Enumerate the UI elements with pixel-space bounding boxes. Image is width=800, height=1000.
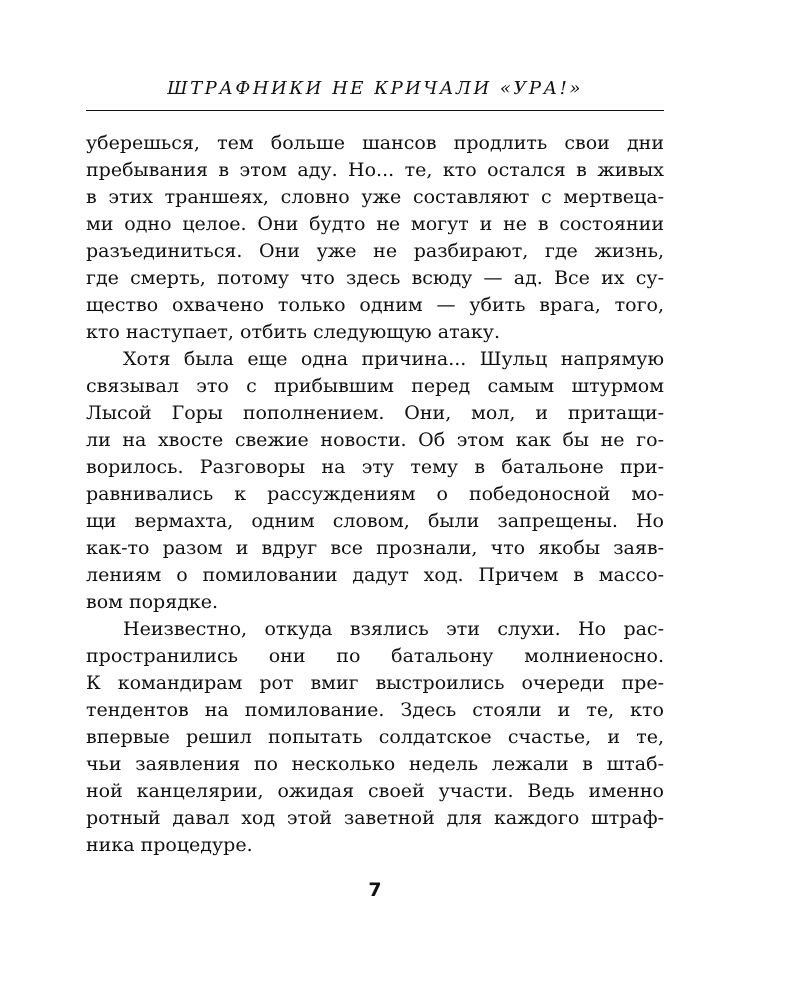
text-line: тендентов на помилование. Здесь стояли и те, кто [86,699,664,721]
text-line: щи вермахта, одним словом, были запрещены. Но [86,510,664,532]
text-line: равнивались к рассуждениям о победоносной мо- [86,483,664,505]
text-line: пространились они по батальону молниеносно. [86,645,664,667]
text-line: лениям о помиловании дадут ход. Причем в массо- [86,564,664,586]
text-line: разъединиться. Они уже не разбирают, где жизнь, [86,240,664,262]
body-text [86,130,664,859]
header-rule [86,110,664,111]
paragraph [86,346,664,616]
paragraph [86,616,664,859]
text-line: кто наступает, отбить следующую атаку. [86,321,501,343]
text-line: ли на хвосте свежие новости. Об этом как бы не го- [86,429,664,451]
text-line: ной канцелярии, ожидая своей участи. Ведь именно [86,780,664,802]
running-header: ШТРАФНИКИ НЕ КРИЧАЛИ «УРА!» [167,78,583,99]
text-line: как-то разом и вдруг все прознали, что якобы заяв- [86,537,664,559]
text-line: Неизвестно, откуда взялись эти слухи. Но рас- [123,618,664,640]
text-line: ми одно целое. Они будто не могут и не в состоянии [86,213,664,235]
text-line: в этих траншеях, словно уже составляют с мертвеца- [86,186,664,208]
page-number: 7 [368,879,382,901]
text-line: связывал это с прибывшим перед самым штурмом [86,375,664,397]
text-line: К командирам рот вмиг выстроились очереди пре- [86,672,664,694]
text-line: пребывания в этом аду. Но... те, кто остался в живых [86,159,664,181]
text-line: Лысой Горы пополнением. Они, мол, и притащи- [86,402,664,424]
text-line: ворилось. Разговоры на эту тему в батальоне при- [86,456,664,478]
text-line: Хотя была еще одна причина... Шульц напрямую [123,348,664,370]
text-line: уберешься, тем больше шансов продлить свои дни [86,132,664,154]
text-line: впервые решил попытать солдатское счастье, и те, [86,726,664,748]
paragraph [86,130,664,346]
text-line: ника процедуре. [86,834,253,856]
text-line: ротный давал ход этой заветной для каждого штраф- [86,807,664,829]
text-line: вом порядке. [86,591,219,613]
text-line: чьи заявления по несколько недель лежали в штаб- [86,753,664,775]
text-line: щество охвачено только одним — убить врага, того, [86,294,664,316]
text-line: где смерть, потому что здесь всюду — ад. Все их су- [86,267,664,289]
